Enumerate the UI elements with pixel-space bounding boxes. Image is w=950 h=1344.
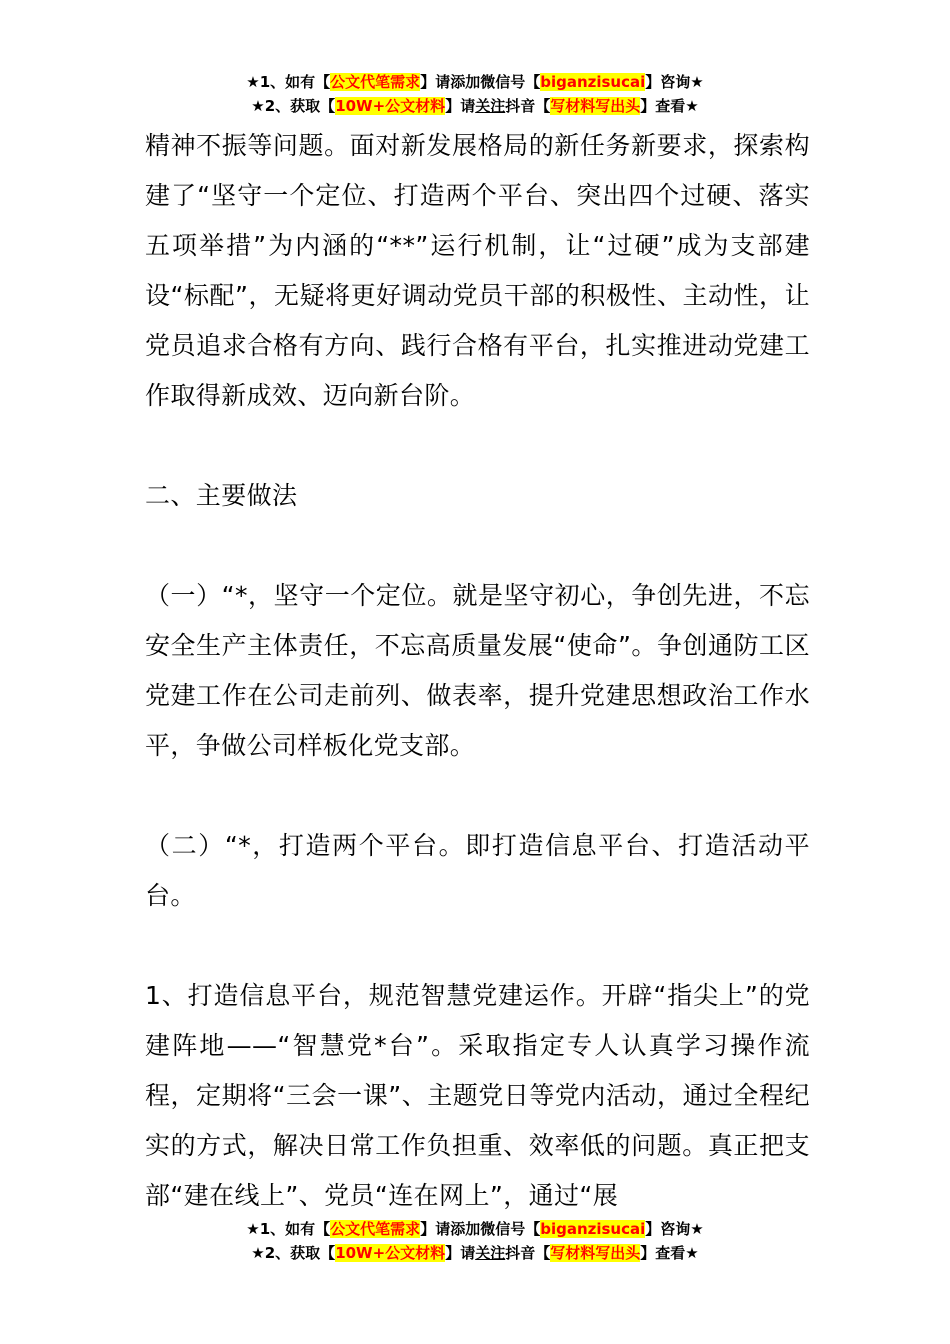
highlight-wechat-id: biganzisucai — [540, 73, 646, 91]
paragraph-subitem-1: 1、打造信息平台，规范智慧党建运作。开辟“指尖上”的党建阵地——“智慧党*台”。采取指定专人认真学习操作流程，定期将“三会一课”、主题党日等党内活动，通过全程纪实的方式，解决日常工作负担重、效率低的问题。真正把支部“建在线上”、党员“连在网上”，通过“展 — [145, 981, 810, 1210]
paragraph-intro: 精神不振等问题。面对新发展格局的新任务新要求，探索构建了“坚守一个定位、打造两个平台、突出四个过硬、落实五项举措”为内涵的“**”运行机制，让“过硬”成为支部建设“标配”，无疑将更好调动党员干部的积极性、主动性，让党员追求合格有方向、践行合格有平台，扎实推进动党建工作取得新成效、迈向新台阶。 — [145, 131, 810, 410]
highlight-materials: 10W+公文材料 — [335, 97, 446, 115]
document-body — [145, 121, 810, 1221]
banner-line-1: ★1、如有【公文代笔需求】请添加微信号【biganzisucai】咨询★ — [246, 1220, 704, 1238]
header-banner — [0, 70, 950, 118]
highlight-douyin: 写材料写出头 — [550, 97, 641, 115]
footer-banner — [0, 1217, 950, 1265]
paragraph-item-1: （一）“*，坚守一个定位。就是坚守初心，争创先进，不忘安全生产主体责任，不忘高质量发展“使命”。争创通防工区党建工作在公司走前列、做表率，提升党建思想政治工作水平，争做公司样板化党支部。 — [145, 581, 810, 760]
paragraph-item-2: （二）“*，打造两个平台。即打造信息平台、打造活动平台。 — [145, 831, 810, 910]
highlight-douyin: 写材料写出头 — [550, 1244, 641, 1262]
section-heading: 二、主要做法 — [145, 481, 298, 510]
banner-line-2: ★2、获取【10W+公文材料】请关注抖音【写材料写出头】查看★ — [251, 1244, 699, 1262]
highlight-materials: 10W+公文材料 — [335, 1244, 446, 1262]
highlight-wechat-id: biganzisucai — [540, 1220, 646, 1238]
banner-line-1: ★1、如有【公文代笔需求】请添加微信号【biganzisucai】咨询★ — [246, 73, 704, 91]
highlight-service: 公文代笔需求 — [330, 1220, 421, 1238]
highlight-service: 公文代笔需求 — [330, 73, 421, 91]
banner-line-2: ★2、获取【10W+公文材料】请关注抖音【写材料写出头】查看★ — [251, 97, 699, 115]
